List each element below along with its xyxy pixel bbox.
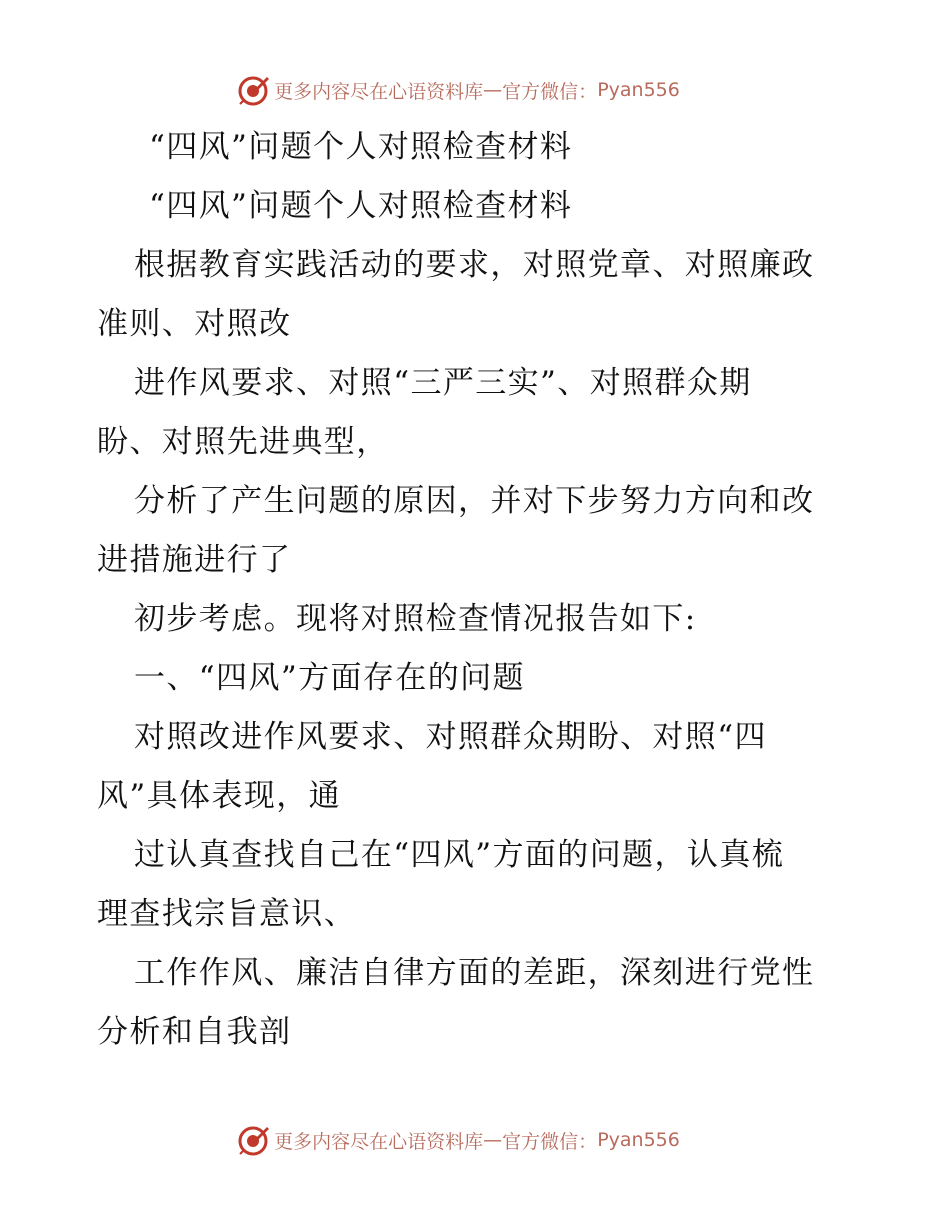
watermark-wechat-id: Pyan556 <box>597 79 680 101</box>
watermark-wechat-id: Pyan556 <box>597 1129 680 1151</box>
document-body <box>97 118 857 1062</box>
document-title-repeat: “四风”问题个人对照检查材料 <box>149 188 573 224</box>
brand-logo-icon <box>236 1123 270 1157</box>
paragraph-line: 理查找宗旨意识、 <box>97 896 357 932</box>
paragraph-line: 风”具体表现，通 <box>97 778 342 814</box>
paragraph-line: 分析了产生问题的原因，并对下步努力方向和改 <box>134 483 815 519</box>
paragraph-line: 分析和自我剖 <box>97 1014 292 1050</box>
header-watermark <box>0 70 950 110</box>
footer-watermark <box>0 1120 950 1160</box>
watermark-site-text: 更多内容尽在心语资料库 <box>274 1130 484 1153</box>
paragraph-line: 过认真查找自己在“四风”方面的问题，认真梳 <box>134 837 785 873</box>
document-title: “四风”问题个人对照检查材料 <box>149 129 573 165</box>
brand-logo-icon <box>236 73 270 107</box>
paragraph-line: 初步考虑。现将对照检查情况报告如下: <box>134 601 697 637</box>
watermark-site-text: 更多内容尽在心语资料库 <box>274 80 484 103</box>
paragraph-line: 对照改进作风要求、对照群众期盼、对照“四 <box>134 719 767 755</box>
paragraph-line: 根据教育实践活动的要求，对照党章、对照廉政 <box>134 247 815 283</box>
watermark-dash: — <box>483 79 503 101</box>
paragraph-line: 进作风要求、对照“三严三实”、对照群众期 <box>134 365 752 401</box>
paragraph-line: 进措施进行了 <box>97 542 292 578</box>
watermark-dash: — <box>483 1129 503 1151</box>
section-heading: 一、“四风”方面存在的问题 <box>134 660 525 696</box>
paragraph-line: 准则、对照改 <box>97 306 292 342</box>
watermark-wechat-label: 官方微信： <box>502 1130 598 1153</box>
paragraph-line: 工作作风、廉洁自律方面的差距，深刻进行党性 <box>134 955 815 991</box>
watermark-wechat-label: 官方微信： <box>502 80 598 103</box>
paragraph-line: 盼、对照先进典型， <box>97 424 389 460</box>
